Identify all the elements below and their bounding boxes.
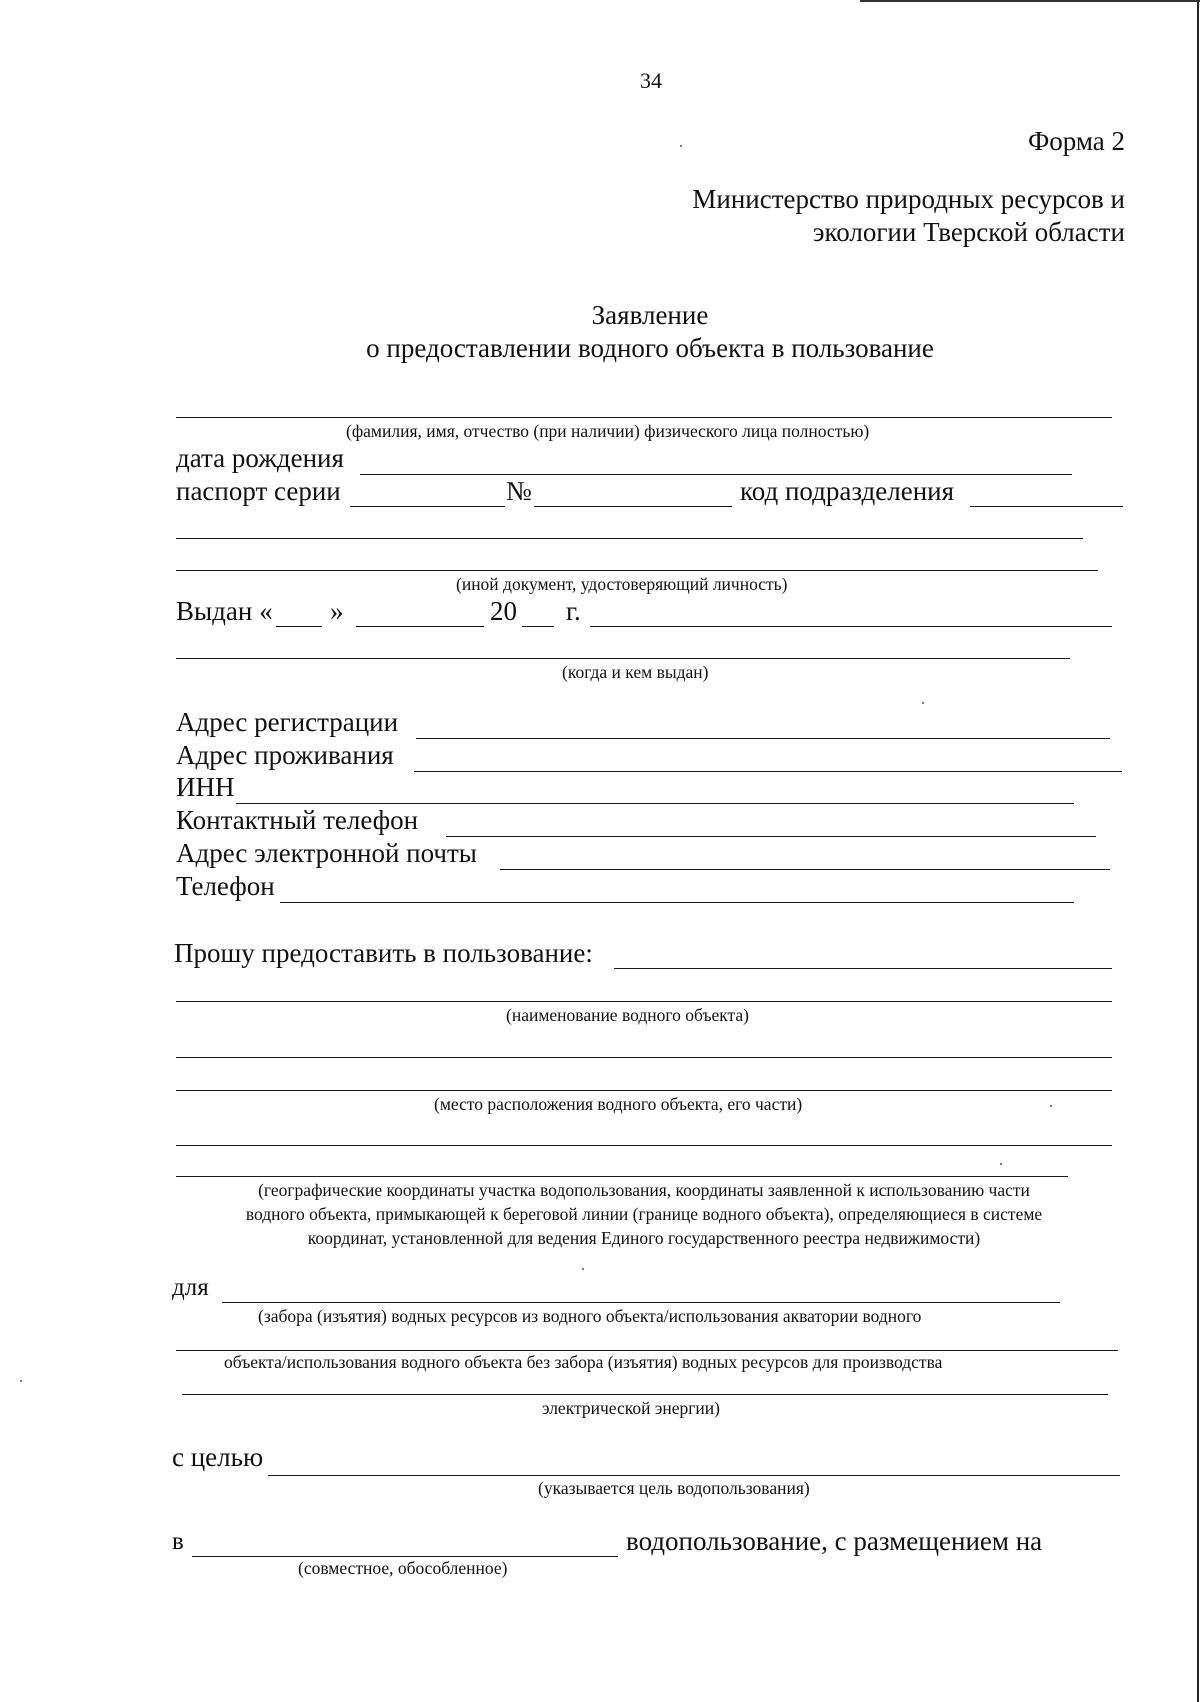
purpose-field-3[interactable] (182, 1394, 1108, 1395)
scan-speck (1000, 1163, 1002, 1165)
passport-number-label: № (506, 476, 532, 506)
inn-label: ИНН (176, 772, 235, 802)
coordinates-caption-line-3: координат, установленной для ведения Единого государственного реестра недвижимости) (307, 1228, 981, 1248)
scan-speck (582, 1268, 584, 1270)
purpose-caption-line-1: (забора (изъятия) водных ресурсов из водного объекта/использования акватории водного (258, 1306, 922, 1326)
location-caption: (место расположения водного объекта, его части) (434, 1094, 803, 1114)
page-number: 34 (640, 68, 662, 93)
goal-field[interactable] (268, 1475, 1120, 1476)
fio-field[interactable] (176, 417, 1112, 418)
for-label: для (172, 1274, 209, 1301)
request-label: Прошу предоставить в пользование: (174, 938, 593, 968)
registration-address-label: Адрес регистрации (176, 707, 399, 737)
scan-speck (922, 702, 924, 704)
issued-day-field[interactable] (276, 626, 322, 627)
issued-quote-close: » (330, 596, 344, 626)
phone-field[interactable] (280, 902, 1074, 903)
passport-number-field[interactable] (534, 506, 732, 507)
goal-label: с целью (172, 1442, 264, 1472)
usage-text: водопользование, с размещением на (626, 1526, 1043, 1556)
coordinates-caption-line-1: (географические координаты участка водопользования, координаты заявленной к использованию части (258, 1180, 1030, 1200)
purpose-caption-line-3: электрической энергии) (542, 1398, 720, 1418)
addressee-line-2: экологии Тверской области (812, 217, 1125, 247)
document-subtitle: о предоставлении водного объекта в пользование (366, 333, 934, 363)
issued-by-field-2[interactable] (176, 658, 1070, 659)
coordinates-caption-line-2: водного объекта, примыкающей к береговой линии (границе водного объекта), определяющиеся в системе (245, 1204, 1043, 1224)
phone-label: Телефон (176, 871, 275, 901)
residence-address-field[interactable] (414, 771, 1122, 772)
issued-label: Выдан « (176, 596, 273, 626)
birth-date-field[interactable] (360, 474, 1072, 475)
purpose-caption-line-2: объекта/использования водного объекта без забора (изъятия) водных ресурсов для производства (224, 1352, 943, 1372)
request-field-1[interactable] (614, 968, 1112, 969)
contact-phone-label: Контактный телефон (176, 805, 419, 835)
issued-year-prefix: 20 (490, 596, 517, 626)
email-label: Адрес электронной почты (176, 838, 477, 868)
purpose-field-2[interactable] (176, 1350, 1118, 1351)
usage-caption: (совместное, обособленное) (298, 1558, 508, 1578)
scan-speck (20, 1380, 22, 1382)
issued-month-field[interactable] (356, 626, 484, 627)
other-document-field-2[interactable] (176, 570, 1098, 571)
scan-speck (1050, 1105, 1052, 1107)
water-object-field[interactable] (176, 1001, 1112, 1002)
fio-caption: (фамилия, имя, отчество (при наличии) физического лица полностью) (346, 421, 870, 441)
goal-caption: (указывается цель водопользования) (538, 1478, 810, 1498)
usage-type-field[interactable] (192, 1556, 618, 1557)
location-field-2[interactable] (176, 1090, 1112, 1091)
issued-year-suffix: г. (566, 596, 581, 626)
passport-series-field[interactable] (350, 506, 505, 507)
addressee-line-1: Министерство природных ресурсов и (692, 184, 1125, 214)
purpose-field-1[interactable] (222, 1302, 1060, 1303)
birth-date-label: дата рождения (176, 443, 344, 473)
scan-top-edge (860, 0, 1200, 2)
division-code-field[interactable] (970, 506, 1123, 507)
other-document-field-1[interactable] (176, 538, 1083, 539)
issued-caption: (когда и кем выдан) (562, 662, 709, 682)
issued-year-field[interactable] (522, 626, 554, 627)
document-title: Заявление (591, 300, 709, 330)
division-code-label: код подразделения (740, 476, 955, 506)
coordinates-field-1[interactable] (176, 1145, 1112, 1146)
location-field-1[interactable] (176, 1057, 1112, 1058)
other-document-caption: (иной документ, удостоверяющий личность) (456, 574, 788, 594)
residence-address-label: Адрес проживания (176, 740, 394, 770)
contact-phone-field[interactable] (446, 836, 1096, 837)
registration-address-field[interactable] (416, 738, 1110, 739)
scan-right-edge (1197, 0, 1199, 1702)
email-field[interactable] (500, 869, 1110, 870)
in-label: в (172, 1528, 184, 1555)
scan-speck (680, 145, 682, 147)
water-object-caption: (наименование водного объекта) (506, 1005, 749, 1025)
passport-series-label: паспорт серии (176, 476, 341, 506)
coordinates-field-2[interactable] (176, 1176, 1068, 1177)
inn-field[interactable] (236, 803, 1074, 804)
issued-by-field-1[interactable] (590, 626, 1112, 627)
form-label: Форма 2 (1027, 126, 1125, 156)
